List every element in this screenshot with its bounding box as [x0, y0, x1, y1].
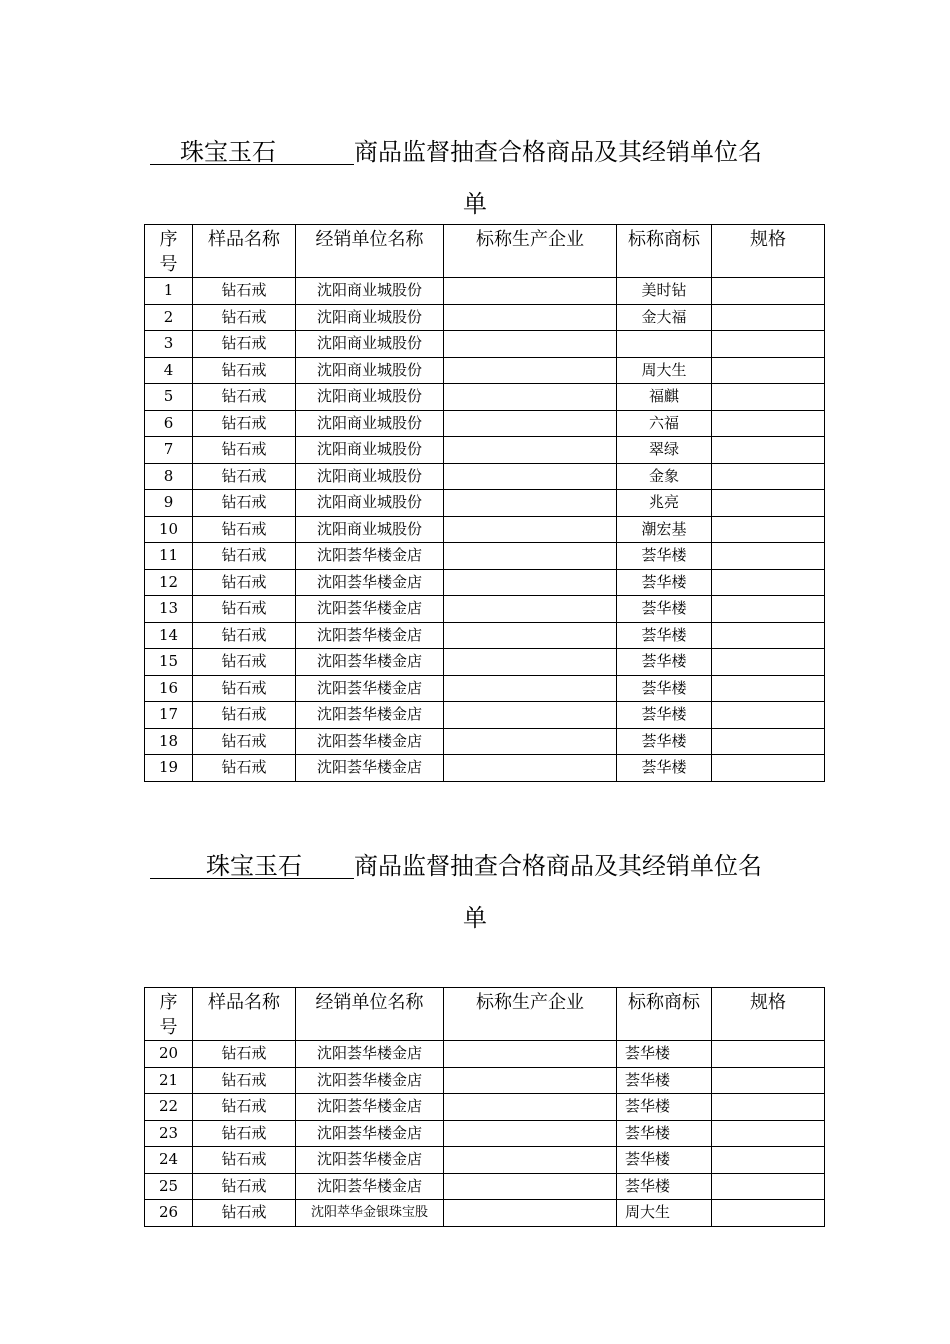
table-cell	[712, 1067, 825, 1094]
table-cell	[712, 1120, 825, 1147]
table-cell: 金象	[617, 463, 712, 490]
table-cell: 荟华楼	[617, 596, 712, 623]
table-cell	[444, 304, 617, 331]
table-cell: 钻石戒	[193, 278, 296, 305]
table-cell: 钻石戒	[193, 304, 296, 331]
section1-title-wrap: 单	[463, 190, 487, 218]
table-row	[145, 569, 825, 596]
table-cell	[444, 357, 617, 384]
table-cell	[712, 384, 825, 411]
table-cell: 15	[145, 649, 193, 676]
table-row	[145, 304, 825, 331]
table-row	[145, 463, 825, 490]
table-cell: 沈阳荟华楼金店	[296, 569, 444, 596]
table-cell: 沈阳商业城股份	[296, 490, 444, 517]
table-cell: 9	[145, 490, 193, 517]
table-cell: 钻石戒	[193, 755, 296, 782]
column-header: 样品名称	[193, 988, 296, 1041]
table-cell	[712, 728, 825, 755]
table-cell	[444, 755, 617, 782]
table-row	[145, 649, 825, 676]
table-cell: 兆亮	[617, 490, 712, 517]
table-row	[145, 516, 825, 543]
table-row	[145, 410, 825, 437]
table-row	[145, 543, 825, 570]
table-cell: 周大生	[617, 357, 712, 384]
table-cell: 沈阳萃华金银珠宝股	[296, 1200, 444, 1227]
table-cell: 20	[145, 1041, 193, 1068]
table-cell	[712, 463, 825, 490]
table-cell: 12	[145, 569, 193, 596]
section1-title-category: 珠宝玉石	[150, 141, 354, 165]
table-cell: 10	[145, 516, 193, 543]
table-cell: 沈阳荟华楼金店	[296, 728, 444, 755]
table-cell	[444, 384, 617, 411]
table-cell	[712, 437, 825, 464]
table-cell	[712, 331, 825, 358]
table-cell	[444, 728, 617, 755]
table-cell	[444, 278, 617, 305]
table-cell	[444, 1067, 617, 1094]
column-header: 标称商标	[617, 225, 712, 278]
table-cell: 沈阳商业城股份	[296, 304, 444, 331]
table-cell: 钻石戒	[193, 596, 296, 623]
table-cell: 沈阳荟华楼金店	[296, 1041, 444, 1068]
table-cell	[712, 304, 825, 331]
table-cell: 3	[145, 331, 193, 358]
table-cell: 荟华楼	[617, 543, 712, 570]
table-cell: 钻石戒	[193, 1147, 296, 1174]
table-cell	[712, 1200, 825, 1227]
table-cell: 沈阳荟华楼金店	[296, 622, 444, 649]
table-cell: 沈阳荟华楼金店	[296, 596, 444, 623]
section1-title	[150, 128, 800, 176]
column-header: 标称商标	[617, 988, 712, 1041]
table-cell: 13	[145, 596, 193, 623]
section2-table-body	[145, 988, 825, 1227]
table-cell	[444, 516, 617, 543]
table-cell: 2	[145, 304, 193, 331]
table-cell: 沈阳商业城股份	[296, 410, 444, 437]
table-cell: 荟华楼	[617, 622, 712, 649]
table-cell: 钻石戒	[193, 463, 296, 490]
table-cell: 7	[145, 437, 193, 464]
table-cell: 22	[145, 1094, 193, 1121]
column-header: 序号	[145, 225, 193, 278]
table-cell: 沈阳荟华楼金店	[296, 649, 444, 676]
table-cell: 沈阳荟华楼金店	[296, 1120, 444, 1147]
table-cell	[712, 1147, 825, 1174]
table-cell: 钻石戒	[193, 728, 296, 755]
table-cell	[712, 1173, 825, 1200]
table-cell: 钻石戒	[193, 1041, 296, 1068]
section2-title-wrap: 单	[463, 904, 487, 932]
table-cell: 荟华楼	[617, 1120, 712, 1147]
table-cell	[444, 543, 617, 570]
table-cell: 25	[145, 1173, 193, 1200]
table-cell: 荟华楼	[617, 649, 712, 676]
table-cell: 18	[145, 728, 193, 755]
table-cell	[444, 1147, 617, 1174]
table-cell: 26	[145, 1200, 193, 1227]
table-cell	[444, 437, 617, 464]
table-cell: 钻石戒	[193, 622, 296, 649]
section2-title-category: 珠宝玉石	[150, 855, 354, 879]
table-cell	[444, 1120, 617, 1147]
table-cell: 沈阳荟华楼金店	[296, 1067, 444, 1094]
table-row	[145, 702, 825, 729]
table-cell	[712, 1041, 825, 1068]
table-cell: 翠绿	[617, 437, 712, 464]
table-cell: 荟华楼	[617, 1173, 712, 1200]
table-cell: 美时钻	[617, 278, 712, 305]
table-cell: 钻石戒	[193, 490, 296, 517]
table-cell: 钻石戒	[193, 410, 296, 437]
table-cell: 16	[145, 675, 193, 702]
table-row	[145, 1067, 825, 1094]
table-cell: 钻石戒	[193, 543, 296, 570]
table-row	[145, 1041, 825, 1068]
table-cell	[712, 702, 825, 729]
table-row	[145, 1173, 825, 1200]
table-cell: 荟华楼	[617, 1067, 712, 1094]
table-cell	[712, 596, 825, 623]
table-cell	[712, 278, 825, 305]
table-cell: 21	[145, 1067, 193, 1094]
table-cell: 荟华楼	[617, 755, 712, 782]
table-cell: 福麒	[617, 384, 712, 411]
table-header-row	[145, 225, 825, 278]
table-cell	[444, 463, 617, 490]
table-cell: 钻石戒	[193, 649, 296, 676]
table-cell: 钻石戒	[193, 702, 296, 729]
table-cell: 6	[145, 410, 193, 437]
table-cell	[712, 1094, 825, 1121]
table-cell: 沈阳荟华楼金店	[296, 702, 444, 729]
table-row	[145, 622, 825, 649]
table-cell	[444, 596, 617, 623]
table-row	[145, 755, 825, 782]
table-cell	[444, 1200, 617, 1227]
table-row	[145, 675, 825, 702]
table-row	[145, 1147, 825, 1174]
table-cell: 钻石戒	[193, 1094, 296, 1121]
table-cell: 钻石戒	[193, 1120, 296, 1147]
section2-title	[150, 842, 800, 890]
table-cell: 周大生	[617, 1200, 712, 1227]
table-cell: 荟华楼	[617, 702, 712, 729]
table-cell	[444, 675, 617, 702]
table-row	[145, 1094, 825, 1121]
table-cell: 六福	[617, 410, 712, 437]
table-row	[145, 357, 825, 384]
table-cell	[617, 331, 712, 358]
table-cell	[444, 1173, 617, 1200]
table-cell	[712, 755, 825, 782]
table-cell: 钻石戒	[193, 1173, 296, 1200]
table-cell	[712, 622, 825, 649]
table-cell: 24	[145, 1147, 193, 1174]
table-cell	[712, 516, 825, 543]
section1-title-text: 商品监督抽查合格商品及其经销单位名	[354, 138, 762, 166]
column-header: 标称生产企业	[444, 988, 617, 1041]
table-row	[145, 278, 825, 305]
table-cell	[444, 702, 617, 729]
table-cell	[444, 1094, 617, 1121]
table-cell: 23	[145, 1120, 193, 1147]
table-cell: 荟华楼	[617, 675, 712, 702]
table-cell: 沈阳商业城股份	[296, 463, 444, 490]
table-cell: 沈阳商业城股份	[296, 384, 444, 411]
table-cell: 钻石戒	[193, 384, 296, 411]
table-cell: 钻石戒	[193, 1067, 296, 1094]
table-cell: 钻石戒	[193, 569, 296, 596]
column-header: 经销单位名称	[296, 988, 444, 1041]
table-row	[145, 1120, 825, 1147]
table-cell	[712, 490, 825, 517]
table-cell: 沈阳商业城股份	[296, 357, 444, 384]
table-cell: 潮宏基	[617, 516, 712, 543]
table-cell: 钻石戒	[193, 331, 296, 358]
table-cell: 荟华楼	[617, 569, 712, 596]
table-cell: 荟华楼	[617, 1147, 712, 1174]
table-cell: 荟华楼	[617, 1041, 712, 1068]
column-header: 标称生产企业	[444, 225, 617, 278]
table-cell: 金大福	[617, 304, 712, 331]
table-cell: 5	[145, 384, 193, 411]
table-header-row	[145, 988, 825, 1041]
table-cell	[712, 649, 825, 676]
table-cell	[444, 622, 617, 649]
section1-table	[144, 224, 825, 782]
table-cell: 19	[145, 755, 193, 782]
table-cell: 8	[145, 463, 193, 490]
table-cell	[712, 569, 825, 596]
table-cell: 钻石戒	[193, 675, 296, 702]
table-cell: 荟华楼	[617, 1094, 712, 1121]
table-row	[145, 596, 825, 623]
table-cell: 沈阳荟华楼金店	[296, 1173, 444, 1200]
table-cell: 4	[145, 357, 193, 384]
column-header: 序号	[145, 988, 193, 1041]
table-cell	[444, 569, 617, 596]
table-cell: 沈阳荟华楼金店	[296, 1094, 444, 1121]
table-row	[145, 728, 825, 755]
table-cell	[444, 1041, 617, 1068]
section2-table	[144, 987, 825, 1227]
table-cell	[712, 357, 825, 384]
table-cell: 11	[145, 543, 193, 570]
table-cell: 钻石戒	[193, 437, 296, 464]
table-cell	[712, 675, 825, 702]
table-cell: 沈阳商业城股份	[296, 516, 444, 543]
table-row	[145, 490, 825, 517]
table-cell: 沈阳荟华楼金店	[296, 543, 444, 570]
table-cell: 沈阳荟华楼金店	[296, 675, 444, 702]
table-cell	[444, 331, 617, 358]
table-cell: 钻石戒	[193, 357, 296, 384]
table-cell: 荟华楼	[617, 728, 712, 755]
table-cell: 沈阳商业城股份	[296, 331, 444, 358]
column-header: 样品名称	[193, 225, 296, 278]
table-cell	[444, 410, 617, 437]
table-row	[145, 437, 825, 464]
table-row	[145, 1200, 825, 1227]
table-cell	[712, 543, 825, 570]
table-cell: 14	[145, 622, 193, 649]
section1-table-body	[145, 225, 825, 782]
column-header: 经销单位名称	[296, 225, 444, 278]
table-cell: 17	[145, 702, 193, 729]
table-cell	[444, 490, 617, 517]
table-cell: 沈阳荟华楼金店	[296, 755, 444, 782]
table-cell: 钻石戒	[193, 516, 296, 543]
table-row	[145, 331, 825, 358]
table-cell: 1	[145, 278, 193, 305]
table-cell: 沈阳商业城股份	[296, 278, 444, 305]
table-cell	[444, 649, 617, 676]
section2-title-text: 商品监督抽查合格商品及其经销单位名	[354, 852, 762, 880]
column-header: 规格	[712, 988, 825, 1041]
table-cell	[712, 410, 825, 437]
column-header: 规格	[712, 225, 825, 278]
table-cell: 沈阳荟华楼金店	[296, 1147, 444, 1174]
table-cell: 沈阳商业城股份	[296, 437, 444, 464]
table-row	[145, 384, 825, 411]
table-cell: 钻石戒	[193, 1200, 296, 1227]
